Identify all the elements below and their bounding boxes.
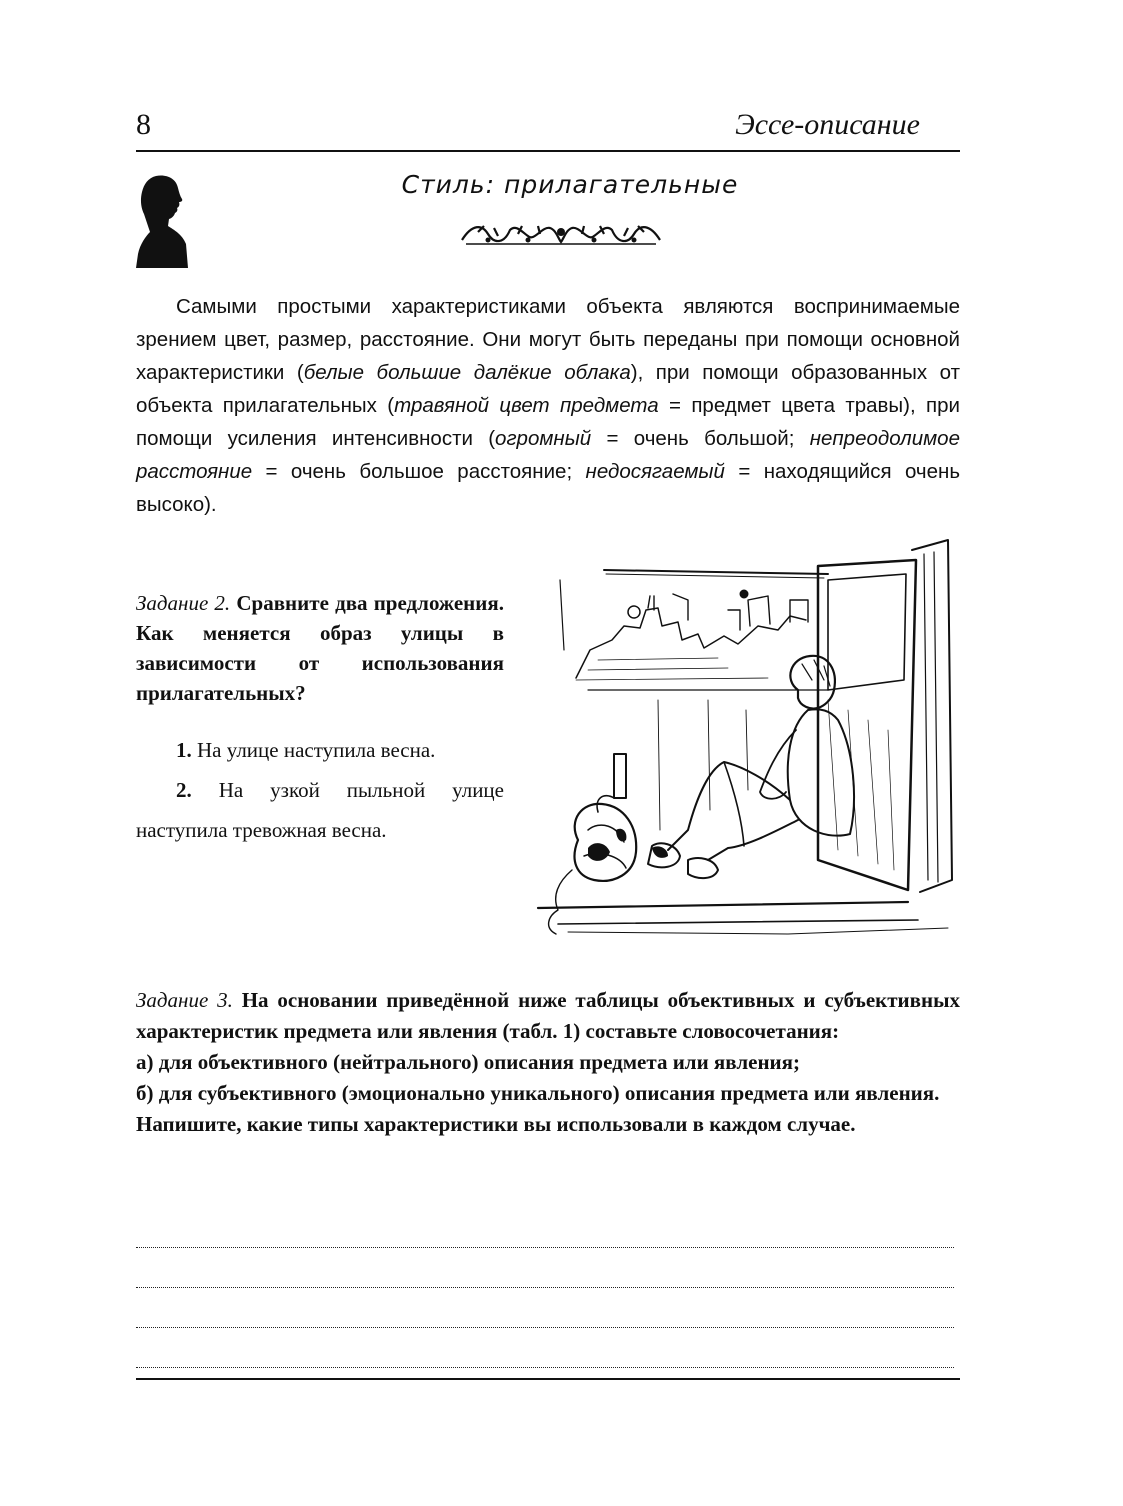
profile-silhouette-icon bbox=[136, 174, 188, 268]
task-3 bbox=[136, 985, 960, 1140]
sentence-text: На улице наступила весна. bbox=[197, 738, 436, 762]
sentence-1 bbox=[136, 730, 504, 770]
intro-part: = находящийся очень высоко). bbox=[136, 460, 961, 516]
running-title: Эссе-описание bbox=[735, 108, 920, 141]
intro-part: Самыми простыми характеристиками объекта являются воспринимаемые зрением цвет, размер, расстояние. Они могут быть переданы при помощи основной характеристики ( bbox=[136, 295, 960, 384]
section-title: Стиль: прилагательные bbox=[401, 170, 739, 199]
task-2-label: Задание 2. bbox=[136, 591, 231, 615]
task-2-prompt bbox=[136, 588, 504, 708]
example-phrase: белые большие далёкие облака bbox=[303, 361, 631, 384]
answer-line[interactable] bbox=[136, 1248, 954, 1288]
example-sentences bbox=[136, 730, 504, 850]
task-2-text: Сравните два предложения. Как меняется образ улицы в зависимости от использования прилагательных? bbox=[136, 591, 504, 705]
example-phrase: непреодолимое расстояние bbox=[136, 427, 960, 483]
answer-line[interactable] bbox=[136, 1208, 954, 1248]
bottom-rule bbox=[136, 1378, 960, 1380]
example-phrase: огромный bbox=[495, 427, 592, 450]
intro-part: = очень большой; bbox=[591, 427, 810, 450]
sentence-number: 1. bbox=[176, 738, 192, 762]
answer-line[interactable] bbox=[136, 1328, 954, 1368]
answer-lines bbox=[136, 1208, 954, 1368]
intro-part: = очень большое расстояние; bbox=[252, 460, 586, 483]
task-3-prompt bbox=[136, 985, 960, 1047]
window-sill-illustration bbox=[528, 530, 960, 940]
sentence-text: На узкой пыльной улице наступила тревожная весна. bbox=[136, 778, 504, 842]
task-3-closing: Напишите, какие типы характеристики вы использовали в каждом случае. bbox=[136, 1112, 856, 1136]
example-phrase: травяной цвет предмета bbox=[394, 394, 659, 417]
example-phrase: недосягаемый bbox=[585, 460, 725, 483]
task-2 bbox=[136, 588, 504, 850]
page-header bbox=[136, 104, 960, 150]
intro-part: ), при помощи образованных от объекта прилагательных ( bbox=[136, 361, 961, 417]
header-rule bbox=[136, 150, 960, 152]
task-3-item-b: б) для субъективного (эмоционально уникального) описания предмета или явления. bbox=[136, 1081, 940, 1105]
sentence-number: 2. bbox=[176, 778, 192, 802]
page-number: 8 bbox=[136, 108, 151, 141]
sentence-2 bbox=[136, 770, 504, 850]
task-3-text: На основании приведённой ниже таблицы объективных и субъективных характеристик предмета или явления (табл. 1) составьте словосочетания: bbox=[136, 988, 960, 1043]
task-3-item-a: а) для объективного (нейтрального) описания предмета или явления; bbox=[136, 1050, 801, 1074]
task-3-label: Задание 3. bbox=[136, 988, 233, 1012]
intro-part: = предмет цвета травы), при помощи усиления интенсивности ( bbox=[136, 394, 960, 450]
answer-line[interactable] bbox=[136, 1288, 954, 1328]
floral-ornament-icon bbox=[458, 220, 664, 248]
intro-text bbox=[136, 290, 960, 521]
intro-paragraph bbox=[136, 290, 960, 521]
